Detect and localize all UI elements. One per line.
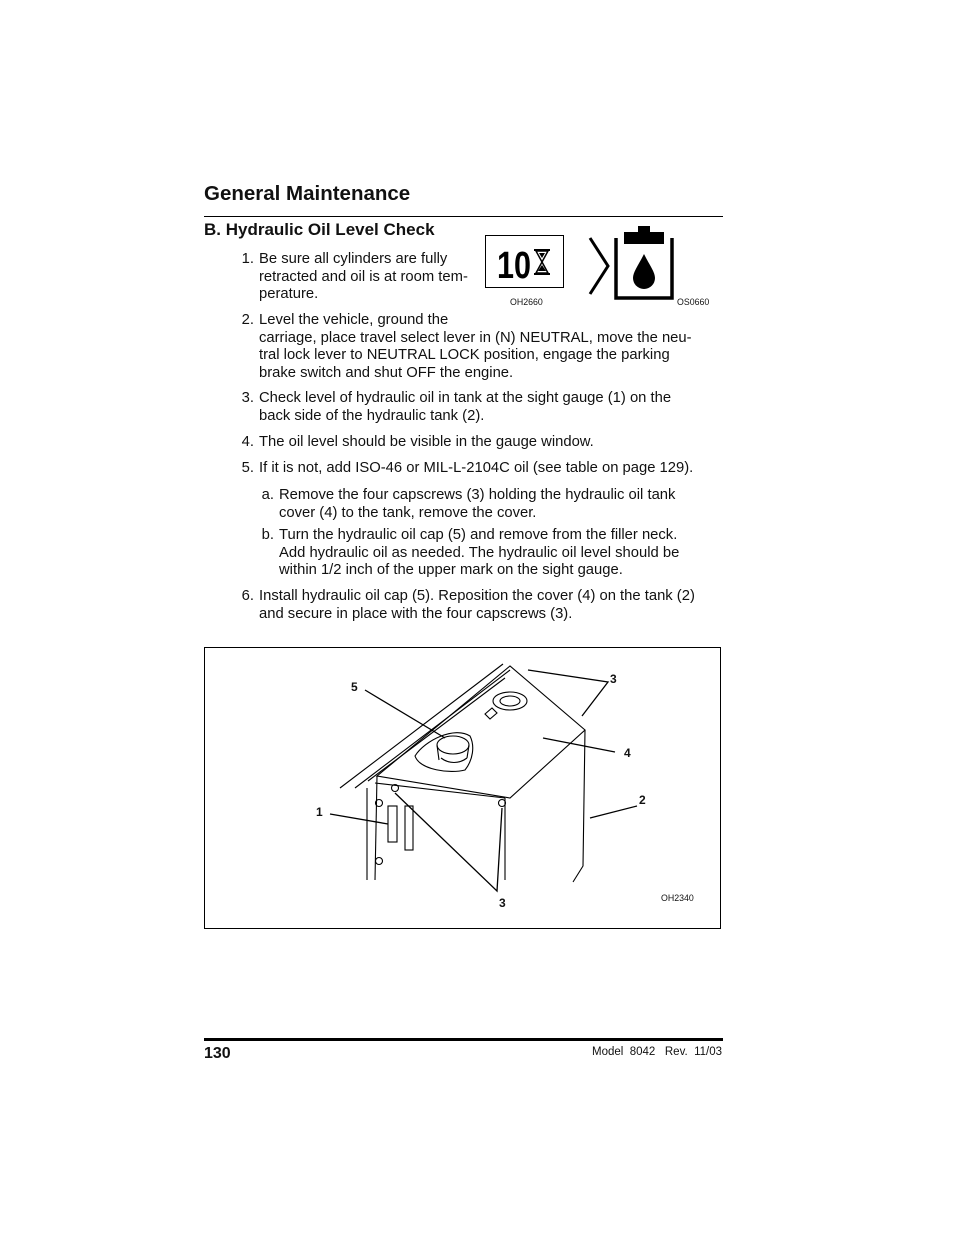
interval-number: 10 xyxy=(497,245,531,287)
callout-3-bottom: 3 xyxy=(499,896,506,910)
icon-caption-os0660: OS0660 xyxy=(677,297,710,307)
step-text: Check level of hydraulic oil in tank at the sight gauge (1) on the back side of the hydraulic tank (2). xyxy=(259,390,672,424)
oil-drop-icon xyxy=(633,254,655,289)
step-text: Level the vehicle, ground the carriage, place travel select lever in (N) NEUTRAL, move the neu- tral lock lever to NEUTRAL LOCK position, engage the parking brake switch and shut OFF the engine. xyxy=(259,312,692,381)
hydraulic-tank-figure xyxy=(204,647,721,929)
step-text: Be sure all cylinders are fully retracted and oil is at room tem- perature. xyxy=(259,251,468,303)
callout-4: 4 xyxy=(624,746,631,760)
10-hour-interval-icon xyxy=(485,235,564,288)
step-number: 5. xyxy=(241,460,254,476)
callout-3-top: 3 xyxy=(610,672,617,686)
title-divider xyxy=(204,216,723,217)
hydraulic-oil-icon xyxy=(588,226,674,302)
footer-divider xyxy=(204,1038,723,1041)
step-text: The oil level should be visible in the gauge window. xyxy=(259,434,594,450)
section-title: General Maintenance xyxy=(204,182,411,205)
step-text: If it is not, add ISO-46 or MIL-L-2104C oil (see table on page 129). xyxy=(259,460,694,476)
subsection-title: B. Hydraulic Oil Level Check xyxy=(204,220,435,239)
step-number: 2. xyxy=(241,312,254,328)
hydraulic-tank-illustration xyxy=(205,648,720,928)
callout-1: 1 xyxy=(316,805,323,819)
step-number: 6. xyxy=(241,588,254,604)
substep-letter: a. xyxy=(261,487,274,503)
substep-text: Turn the hydraulic oil cap (5) and remove from the filler neck. Add hydraulic oil as needed. The hydraulic oil level should be within 1/2 inch of the upper mark on the sight gauge. xyxy=(279,527,680,579)
callout-5: 5 xyxy=(351,680,358,694)
substep-letter: b. xyxy=(261,527,274,543)
step-number: 3. xyxy=(241,390,254,406)
model-revision: Model 8042 Rev. 11/03 xyxy=(592,1046,722,1058)
substep-text: Remove the four capscrews (3) holding the hydraulic oil tank cover (4) to the tank, remove the cover. xyxy=(279,487,676,521)
step-number: 1. xyxy=(241,251,254,267)
step-number: 4. xyxy=(241,434,254,450)
figure-caption: OH2340 xyxy=(661,893,694,903)
step-text: Install hydraulic oil cap (5). Reposition the cover (4) on the tank (2) and secure in place with the four capscrews (3). xyxy=(259,588,695,622)
page-number: 130 xyxy=(204,1045,231,1062)
callout-2: 2 xyxy=(639,793,646,807)
icon-caption-oh2660: OH2660 xyxy=(510,297,543,307)
